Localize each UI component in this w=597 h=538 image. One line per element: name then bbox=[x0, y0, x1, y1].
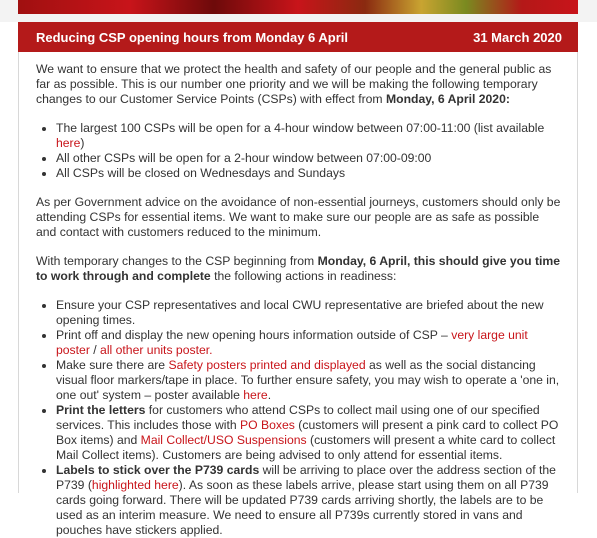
list-item: • All CSPs will be closed on Wednesdays and Sundays bbox=[56, 166, 561, 181]
list-item: • Ensure your CSP representatives and local CWU representative are briefed about the new opening times. bbox=[56, 298, 561, 328]
mail-collect-link[interactable]: Mail Collect/USO Suspensions bbox=[140, 433, 307, 447]
article-body bbox=[36, 62, 561, 538]
effective-date: Monday, 6 April 2020: bbox=[385, 92, 510, 106]
list-item: • Make sure there are Safety posters printed and displayed as well as the social distancing visual floor markers/tape in place. To further ensure safety, you may wish to operate a 'one in, one out' system – poster available here. bbox=[56, 358, 561, 403]
very-large-unit-poster-link[interactable]: very large unit poster bbox=[56, 328, 528, 357]
actions-intro-paragraph: With temporary changes to the CSP beginning from Monday, 6 April, this should give you time to work through and complete the following actions in readiness: bbox=[36, 254, 561, 283]
list-item: • Labels to stick over the P739 cards will be arriving to place over the address section of the P739 (highlighted here). As soon as these labels arrive, please start using them on all P739 cards going forward. There will be updated P739 cards arriving shortly, the labels are to be used as an interim measure. We need to ensure all P739s currently stored in vans and pouches have stickers applied. bbox=[56, 463, 561, 538]
government-advice-paragraph: As per Government advice on the avoidance of non-essential journeys, customers should only be attending CSPs for essential items. We want to make sure our people are as safe as possible and contact with customers reduced to the minimum. bbox=[36, 195, 561, 239]
actions-list bbox=[36, 298, 561, 538]
po-boxes-link[interactable]: PO Boxes bbox=[240, 418, 295, 432]
article-date: 31 March 2020 bbox=[473, 30, 562, 45]
list-item: • Print the letters for customers who attend CSPs to collect mail using one of our specified services. This includes those with PO Boxes (customers will present a pink card to collect PO Box items) and Mail Collect/USO Suspensions (customers will present a white card to collect Mail Collect items). Customers are being advised to only attend for essential items. bbox=[56, 403, 561, 463]
safety-posters-link[interactable]: Safety posters printed and displayed bbox=[168, 358, 366, 372]
csp-list-link[interactable]: here bbox=[56, 136, 81, 150]
opening-hours-list bbox=[36, 121, 561, 181]
banner-graphic bbox=[18, 0, 578, 14]
all-other-units-poster-link[interactable]: all other units poster. bbox=[100, 343, 213, 357]
one-in-one-out-poster-link[interactable]: here bbox=[243, 388, 268, 402]
list-item: • The largest 100 CSPs will be open for a 4-hour window between 07:00-11:00 (list available here) bbox=[56, 121, 561, 151]
intro-paragraph: We want to ensure that we protect the health and safety of our people and the general public as far as possible. This is our number one priority and we will be making the following temporary changes to our Customer Service Points (CSPs) with effect from Monday, 6 April 2020: bbox=[36, 62, 552, 106]
highlighted-here-link[interactable]: highlighted here bbox=[91, 478, 179, 492]
list-item: • Print off and display the new opening hours information outside of CSP – very large unit poster / all other units poster. bbox=[56, 328, 561, 358]
list-item: • All other CSPs will be open for a 2-hour window between 07:00-09:00 bbox=[56, 151, 561, 166]
article-title: Reducing CSP opening hours from Monday 6 April bbox=[36, 30, 349, 45]
article-header bbox=[18, 22, 578, 52]
header-banner-image bbox=[0, 0, 597, 22]
